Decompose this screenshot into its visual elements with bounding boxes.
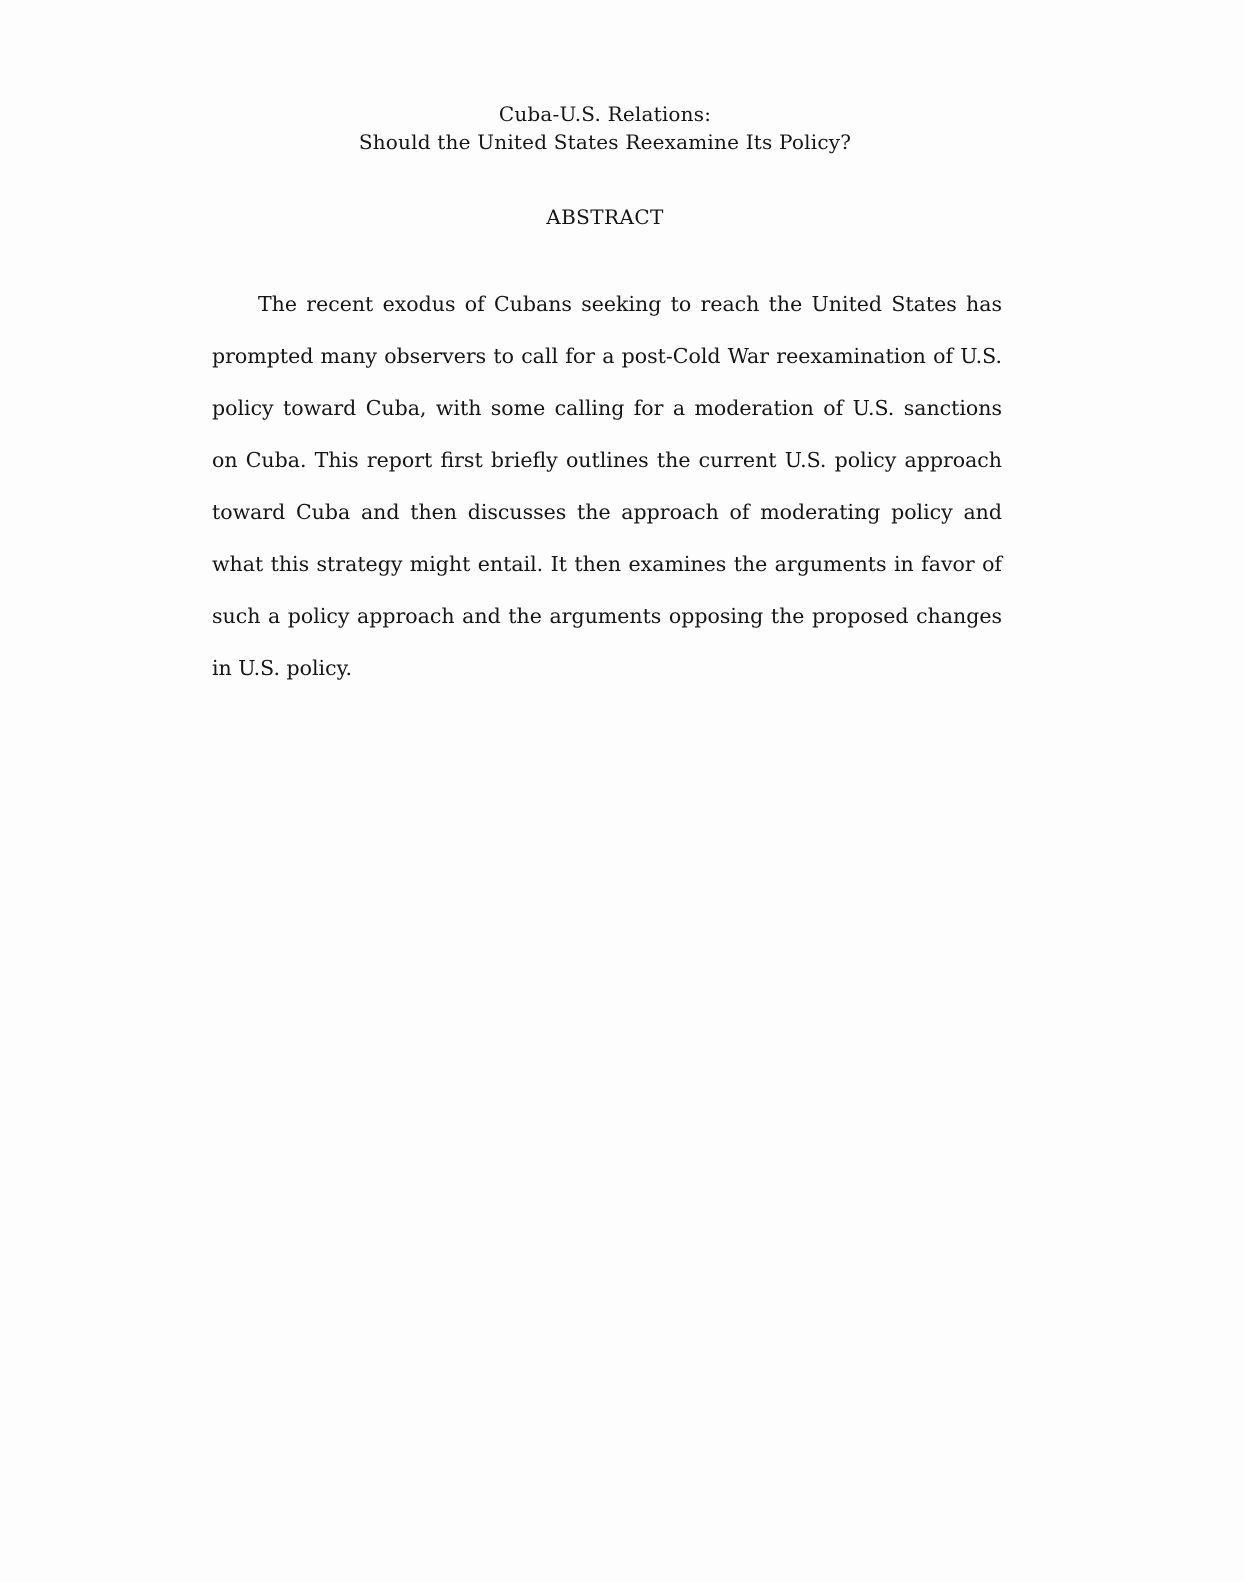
title-line-1: Cuba-U.S. Relations: (498, 102, 712, 126)
title-line-2: Should the United States Reexamine Its Policy? (358, 130, 852, 154)
abstract-paragraph: The recent exodus of Cubans seeking to reach the United States has prompted many observers to call for a post-Cold War reexamination of U.S. policy toward Cuba, with some calling for a moderation of U.S. sanctions on Cuba. This report first briefly outlines the current U.S. policy approach toward Cuba and then discusses the approach of moderating policy and what this strategy might entail. It then examines the arguments in favor of such a policy approach and the arguments opposing the proposed changes in U.S. policy. (212, 292, 1002, 680)
abstract-heading: ABSTRACT (546, 205, 664, 229)
report-title (0, 100, 1210, 156)
